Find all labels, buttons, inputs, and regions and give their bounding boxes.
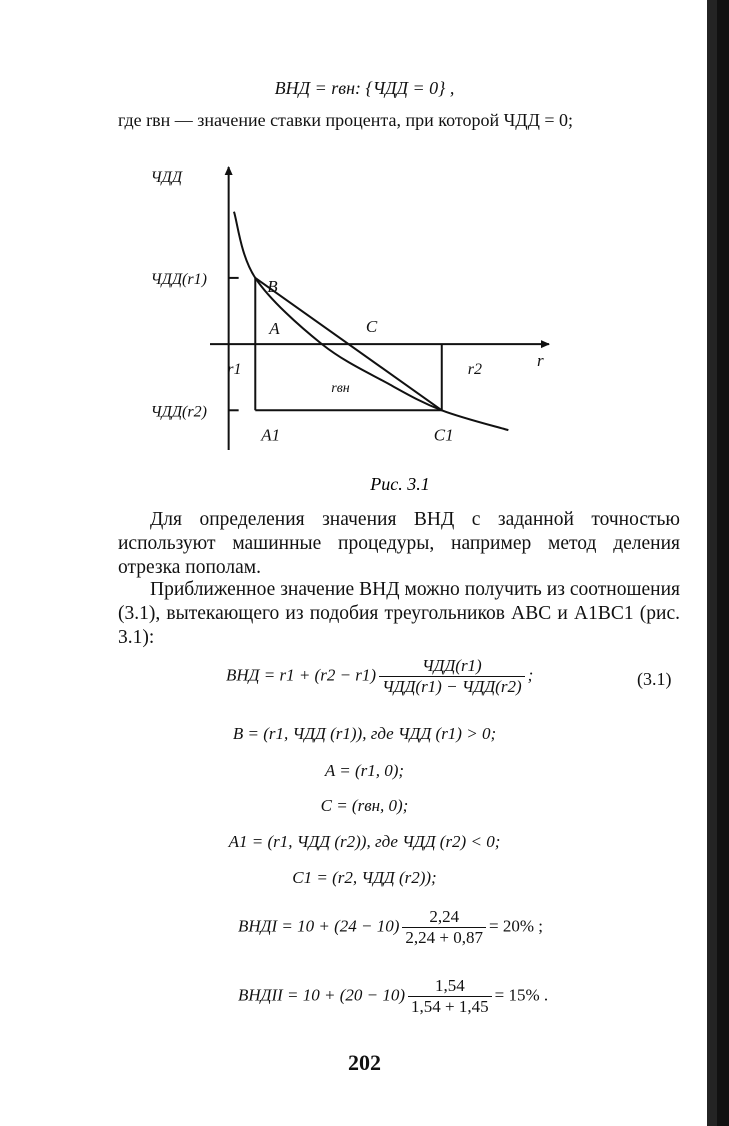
example-irr-2 xyxy=(238,976,548,1017)
definition-b: B = (r1, ЧДД (r1)), где ЧДД (r1) > 0; xyxy=(232,724,497,743)
example-1-rhs: = 20% ; xyxy=(488,916,543,936)
example-2-numerator: 1,54 xyxy=(408,976,492,997)
formula-denominator: ЧДД(r1) − ЧДД(r2) xyxy=(382,677,522,696)
example-2-lhs: ВНДII = 10 + (20 − 10) xyxy=(238,985,406,1005)
x-tick-label-r1: r1 xyxy=(227,361,242,379)
definition-c1: C1 = (r2, ЧДД (r2)); xyxy=(292,868,437,887)
x-tick-label-rvn: rвн xyxy=(331,380,350,396)
formula-3-1 xyxy=(226,656,533,697)
example-2-fraction xyxy=(408,976,492,1017)
definition-text: где rвн — значение ставки процента, при которой ЧДД = 0; xyxy=(118,110,574,130)
page-number: 202 xyxy=(348,1050,381,1075)
example-2-rhs: = 15% . xyxy=(494,985,549,1005)
y-axis-label: ЧДД xyxy=(150,169,183,186)
point-label-b: B xyxy=(267,276,278,296)
point-label-a1: A1 xyxy=(261,425,281,445)
point-label-c: C xyxy=(365,317,378,337)
y-tick-label-0: ЧДД(r1) xyxy=(150,270,207,288)
formula-tail: ; xyxy=(527,665,534,685)
definition-c: C = (rвн, 0); xyxy=(320,796,409,815)
figure-caption: Рис. 3.1 xyxy=(370,474,430,494)
definition-a: A = (r1, 0); xyxy=(324,761,405,780)
formula-number: (3.1) xyxy=(637,669,672,689)
point-label-a: A xyxy=(269,319,280,339)
example-1-lhs: ВНДI = 10 + (24 − 10) xyxy=(238,916,400,936)
point-label-c1: C1 xyxy=(433,425,454,445)
definition-formula: ВНД = rвн: {ЧДД = 0} , xyxy=(274,78,455,98)
formula-fraction xyxy=(379,656,525,697)
formula-lhs: ВНД = r1 + (r2 − r1) xyxy=(226,665,377,685)
y-tick-label-1: ЧДД(r2) xyxy=(150,403,207,421)
example-irr-1 xyxy=(238,907,543,948)
formula-numerator: ЧДД(r1) xyxy=(379,656,525,677)
definition-a1: A1 = (r1, ЧДД (r2)), где ЧДД (r2) < 0; xyxy=(228,832,501,851)
example-2-denominator: 1,54 + 1,45 xyxy=(411,997,489,1016)
x-tick-label-r2: r2 xyxy=(467,361,482,379)
example-1-numerator: 2,24 xyxy=(402,907,486,928)
paragraph-1: Для определения значения ВНД с заданной точностью используют машинные процедуры, например метод деления отрезка пополам. xyxy=(118,509,680,578)
example-1-fraction xyxy=(402,907,486,948)
example-1-denominator: 2,24 + 0,87 xyxy=(405,928,483,947)
x-axis-label: r xyxy=(537,351,544,371)
paragraph-2: Приближенное значение ВНД можно получить из соотношения (3.1), вытекающего из подобия треугольников ABC и A1BC1 (рис. 3.1): xyxy=(118,579,680,648)
